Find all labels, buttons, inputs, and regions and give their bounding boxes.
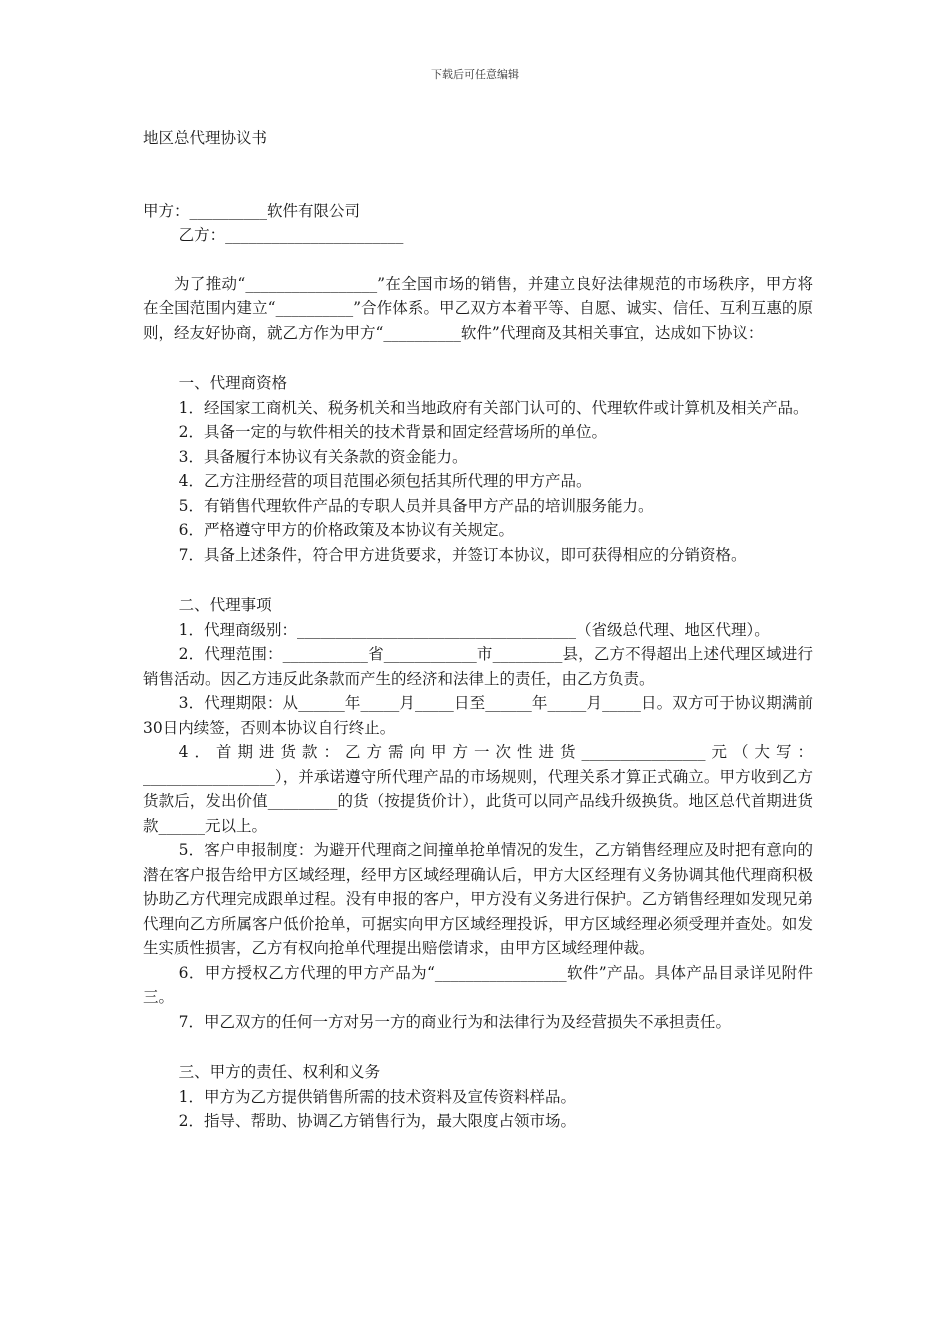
document-body	[143, 126, 813, 1134]
section-item: 5．有销售代理软件产品的专职人员并具备甲方产品的培训服务能力。	[178, 496, 654, 515]
preamble-paragraph: 为了推动“_________________”在全国市场的销售，并建立良好法律规范的市场秩序，甲方将在全国范围内建立“__________”合作体系。甲乙双方本着平等、自愿、诚实、信任、互利互惠的原则，经友好协商，就乙方作为甲方“__________软件”代理商及其相关事宜，达成如下协议：	[143, 274, 813, 342]
section-item: 6．甲方授权乙方代理的甲方产品为“_________________软件”产品。具体产品目录详见附件三。	[143, 963, 813, 1006]
section-item: 2．指导、帮助、协调乙方销售行为，最大限度占领市场。	[178, 1112, 577, 1130]
section-item: 1．甲方为乙方提供销售所需的技术资料及宣传资料样品。	[178, 1087, 577, 1106]
page-header-note: 下载后可任意编辑	[431, 68, 519, 81]
party-b-line: 乙方：_______________________	[178, 226, 404, 244]
document-title: 地区总代理协议书	[143, 129, 268, 147]
section-item: 6．严格遵守甲方的价格政策及本协议有关规定。	[178, 521, 515, 539]
section-heading: 三、甲方的责任、权利和义务	[178, 1063, 381, 1081]
section-item: 5．客户申报制度：为避开代理商之间撞单抢单情况的发生，乙方销售经理应及时把有意向的潜在客户报告给甲方区域经理，经甲方区域经理确认后，甲方大区经理有义务协调其他代理商积极协助乙方代理完成跟单过程。没有申报的客户，甲方没有义务进行保护。乙方销售经理如发现兄弟代理向乙方所属客户低价抢单，可据实向甲方区域经理投诉，甲方区域经理必须受理并查处。如发生实质性损害，乙方有权向抢单代理提出赔偿请求，由甲方区域经理仲裁。	[143, 841, 813, 957]
section-item: 3．代理期限：从______年_____月_____日至______年_____月_____日。双方可于协议期满前30日内续签，否则本协议自行终止。	[143, 694, 813, 737]
section-item: 7．甲乙双方的任何一方对另一方的商业行为和法律行为及经营损失不承担责任。	[178, 1012, 732, 1031]
section-item: 2．具备一定的与软件相关的技术背景和固定经营场所的单位。	[178, 423, 608, 441]
section-heading: 二、代理事项	[178, 596, 272, 614]
section-item: 3．具备履行本协议有关条款的资金能力。	[178, 447, 468, 466]
section-item: 7．具备上述条件，符合甲方进货要求，并签订本协议，即可获得相应的分销资格。	[178, 545, 747, 564]
section-item: 4．乙方注册经营的项目范围必须包括其所代理的甲方产品。	[178, 472, 592, 490]
section-item: 1．经国家工商机关、税务机关和当地政府有关部门认可的、代理软件或计算机及相关产品。	[178, 398, 809, 417]
section-item: 2．代理范围：___________省____________市_________县，乙方不得超出上述代理区域进行销售活动。因乙方违反此条款而产生的经济和法律上的责任，由乙方负责。	[143, 645, 813, 688]
party-a-line: 甲方：__________软件有限公司	[143, 201, 361, 220]
section-item: 1．代理商级别：____________________________________（省级总代理、地区代理）。	[178, 620, 770, 639]
section-heading: 一、代理商资格	[178, 374, 288, 392]
section-item: 4．首期进货款：乙方需向甲方一次性进货________________元（大写：_________________），并承诺遵守所代理产品的市场规则，代理关系才算正式确立。甲方收到乙方货款后，发出价值_________的货（按提货价计），此货可以同产品线升级换货。地区总代首期进货款______元以上。	[143, 743, 813, 835]
